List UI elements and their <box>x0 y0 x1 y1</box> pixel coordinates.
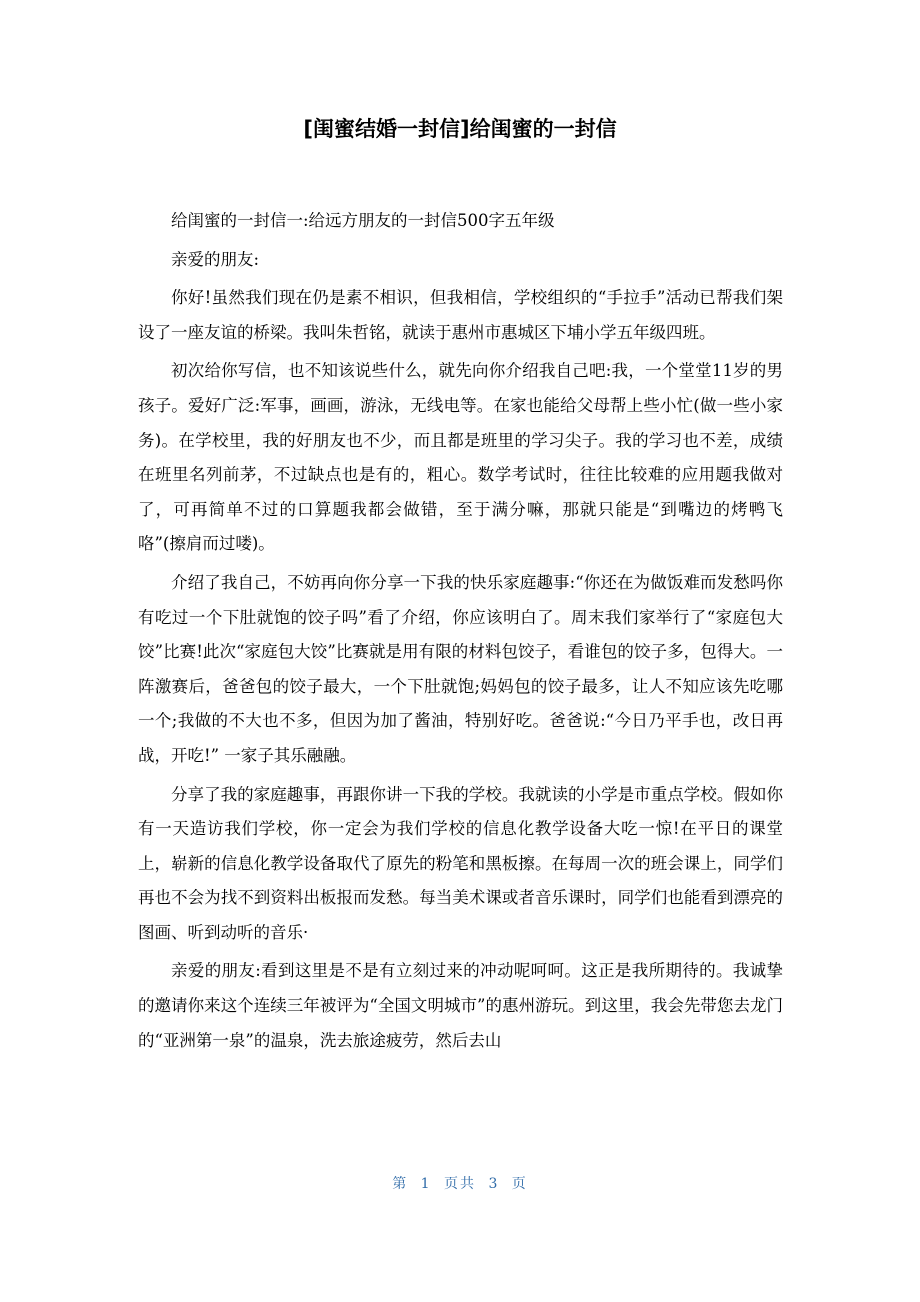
paragraph-salutation: 亲爱的朋友: <box>171 249 260 269</box>
page-number-footer: 第 1 页共 3 页 <box>392 1176 528 1192</box>
document-body <box>138 204 783 1062</box>
paragraph-invitation: 亲爱的朋友:看到这里是不是有立刻过来的冲动呢呵呵。这正是我所期待的。我诚挚的邀请你来这个连续三年被评为“全国文明城市”的惠州游玩。到这里，我会先带您去龙门的“亚洲第一泉”的温泉，洗去旅途疲劳，然后去山 <box>138 961 783 1050</box>
paragraph-school: 分享了我的家庭趣事，再跟你讲一下我的学校。我就读的小学是市重点学校。假如你有一天造访我们学校，你一定会为我们学校的信息化教学设备大吃一惊!在平日的课堂上，崭新的信息化教学设备取代了原先的粉笔和黑板擦。在每周一次的班会课上，同学们再也不会为找不到资料出板报而发愁。每当美术课或者音乐课时，同学们也能看到漂亮的图画、听到动听的音乐· <box>138 784 783 942</box>
paragraph-greeting: 你好!虽然我们现在仍是素不相识，但我相信，学校组织的“手拉手”活动已帮我们架设了一座友谊的桥梁。我叫朱哲铭，就读于惠州市惠城区下埔小学五年级四班。 <box>138 288 783 342</box>
paragraph-family-story: 介绍了我自己，不妨再向你分享一下我的快乐家庭趣事:“你还在为做饭难而发愁吗你有吃过一个下肚就饱的饺子吗”看了介绍，你应该明白了。周末我们家举行了“家庭包大饺”比赛!此次“家庭包大饺”比赛就是用有限的材料包饺子，看谁包的饺子多，包得大。一阵激赛后，爸爸包的饺子最大，一个下肚就饱;妈妈包的饺子最多，让人不知应该先吃哪一个;我做的不大也不多，但因为加了酱油，特别好吃。爸爸说:“今日乃平手也，改日再战，开吃!” 一家子其乐融融。 <box>138 572 783 765</box>
document-title: [闺蜜结婚一封信]给闺蜜的一封信 <box>303 117 617 141</box>
paragraph-self-introduction: 初次给你写信，也不知该说些什么，就先向你介绍我自己吧:我，一个堂堂11岁的男孩子。爱好广泛:军事，画画，游泳，无线电等。在家也能给父母帮上些小忙(做一些小家务)。在学校里，我的好朋友也不少，而且都是班里的学习尖子。我的学习也不差，成绩在班里名列前茅，不过缺点也是有的，粗心。数学考试时，往往比较难的应用题我做对了，可再简单不过的口算题我都会做错，至于满分嘛，那就只能是“到嘴边的烤鸭飞咯”(擦肩而过喽)。 <box>138 361 783 554</box>
paragraph-heading: 给闺蜜的一封信一:给远方朋友的一封信500字五年级 <box>171 211 555 230</box>
